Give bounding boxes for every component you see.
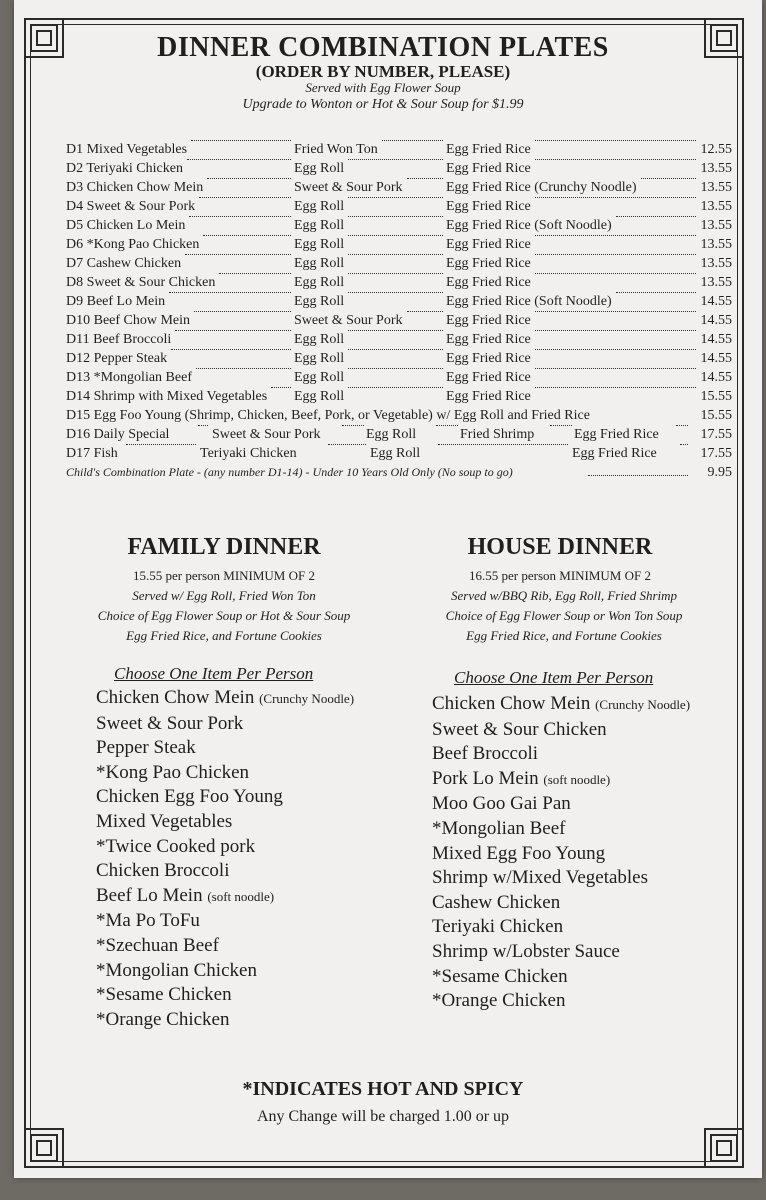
- family-item-note: (soft noodle): [207, 888, 275, 904]
- family-item-name: *Twice Cooked pork: [96, 835, 256, 857]
- combo-price: 13.55: [700, 218, 732, 233]
- combo-side: Egg Roll: [294, 351, 345, 366]
- family-item-name: *Ma Po ToFu: [96, 910, 200, 932]
- house-menu-item: [432, 767, 690, 793]
- family-item-note: (Crunchy Noodle): [259, 691, 355, 706]
- family-item-name: *Kong Pao Chicken: [96, 761, 250, 783]
- combo-side: Sweet & Sour Pork: [294, 313, 403, 328]
- combo-row: [66, 254, 732, 273]
- combo-row-d16: [66, 425, 732, 444]
- combo-side: Egg Roll: [294, 294, 345, 309]
- house-menu-item: [432, 817, 690, 842]
- family-menu-item: [96, 934, 354, 959]
- combo-rice: Egg Fried Rice: [446, 161, 531, 176]
- combo-rice: Egg Fried Rice (Soft Noodle): [446, 218, 612, 233]
- leader-dots: [348, 254, 443, 255]
- leader-dots: [348, 349, 443, 350]
- house-item-name: Moo Goo Gai Pan: [432, 793, 571, 815]
- house-item-name: Beef Broccoli: [432, 743, 539, 765]
- leader-dots: [535, 368, 696, 369]
- leader-dots: [535, 311, 696, 312]
- combo-name: D9 Beef Lo Mein: [66, 294, 166, 309]
- family-choose-heading: Choose One Item Per Person: [114, 664, 314, 683]
- leader-dots: [348, 330, 443, 331]
- house-choose-heading: Choose One Item Per Person: [454, 668, 654, 687]
- family-info-3: Egg Fried Rice, and Fortune Cookies: [126, 628, 322, 643]
- family-menu-item: [96, 959, 354, 984]
- family-menu-item: [96, 810, 354, 835]
- combo-d16-b: Egg Roll: [366, 427, 417, 442]
- combo-d16-d: Egg Fried Rice: [574, 427, 659, 442]
- leader-dots: [348, 197, 443, 198]
- combo-row-d17: [66, 444, 732, 463]
- combo-name: D14 Shrimp with Mixed Vegetables: [66, 389, 268, 404]
- menu-title: DINNER COMBINATION PLATES: [157, 32, 609, 63]
- combo-price: 13.55: [700, 275, 732, 290]
- combo-price: 15.55: [700, 389, 732, 404]
- leader-dots: [348, 368, 443, 369]
- combo-price: 13.55: [700, 237, 732, 252]
- leader-dots: [348, 216, 443, 217]
- leader-dots: [535, 235, 696, 236]
- house-item-name: Teriyaki Chicken: [432, 916, 564, 938]
- house-item-note: (Crunchy Noodle): [595, 697, 691, 712]
- combo-rice: Egg Fried Rice: [446, 275, 531, 290]
- family-menu-item: [96, 686, 354, 712]
- house-item-name: *Sesame Chicken: [432, 965, 568, 987]
- combo-row: [66, 140, 732, 159]
- family-info-1: Served w/ Egg Roll, Fried Won Ton: [132, 588, 316, 603]
- combo-rice: Egg Fried Rice: [446, 351, 531, 366]
- combo-name: D5 Chicken Lo Mein: [66, 218, 186, 233]
- house-item-name: Shrimp w/Mixed Vegetables: [432, 867, 649, 889]
- family-item-name: *Mongolian Chicken: [96, 959, 257, 981]
- leader-dots: [348, 159, 443, 160]
- combo-name: D13 *Mongolian Beef: [66, 370, 192, 385]
- combo-price: 14.55: [700, 332, 732, 347]
- combo-rice: Egg Fried Rice: [446, 237, 531, 252]
- combo-side: Egg Roll: [294, 389, 345, 404]
- leader-dots: [271, 387, 291, 388]
- combo-d16-c: Fried Shrimp: [460, 427, 535, 442]
- combo-rice: Egg Fried Rice (Crunchy Noodle): [446, 180, 637, 195]
- leader-dots: [194, 311, 291, 312]
- child-plate-text: Child's Combination Plate - (any number D1-14) - Under 10 Years Old Only (No soup to go): [66, 465, 513, 479]
- corner-ornament-bottom-left: [24, 1128, 64, 1168]
- combo-side: Egg Roll: [294, 332, 345, 347]
- house-item-name: Mixed Egg Foo Young: [432, 842, 606, 864]
- combo-price: 14.55: [700, 351, 732, 366]
- house-menu-item: [432, 891, 690, 916]
- leader-dots: [207, 178, 291, 179]
- combo-name: D1 Mixed Vegetables: [66, 142, 188, 157]
- family-dinner-title: FAMILY DINNER: [127, 534, 321, 560]
- combo-side: Egg Roll: [294, 161, 345, 176]
- combo-d17-c: Egg Fried Rice: [572, 446, 657, 461]
- family-item-name: *Szechuan Beef: [96, 934, 219, 956]
- house-item-name: Shrimp w/Lobster Sauce: [432, 940, 620, 962]
- house-menu-item: [432, 915, 690, 940]
- combo-price: 13.55: [700, 199, 732, 214]
- house-menu-item: [432, 718, 690, 743]
- family-info-2: Choice of Egg Flower Soup or Hot & Sour Soup: [97, 608, 351, 623]
- leader-dots: [169, 292, 291, 293]
- house-item-name: *Mongolian Beef: [432, 817, 566, 839]
- combo-side: Egg Roll: [294, 199, 345, 214]
- house-menu-item: [432, 842, 690, 867]
- combo-rice: Egg Fried Rice: [446, 370, 531, 385]
- leader-dots: [535, 273, 696, 274]
- leader-dots: [171, 349, 291, 350]
- family-item-name: *Orange Chicken: [96, 1008, 230, 1030]
- leader-dots: [199, 197, 291, 198]
- family-item-name: Beef Lo Mein: [96, 884, 203, 906]
- house-info-2: Choice of Egg Flower Soup or Won Ton Soup: [445, 608, 683, 623]
- combo-price: 14.55: [700, 370, 732, 385]
- combo-row: [66, 197, 732, 216]
- house-item-name: Chicken Chow Mein: [432, 693, 591, 714]
- combo-d17-b: Egg Roll: [370, 446, 421, 461]
- combo-side: Egg Roll: [294, 256, 345, 271]
- combo-side: Sweet & Sour Pork: [294, 180, 403, 195]
- combo-d16-a: Sweet & Sour Pork: [212, 427, 321, 442]
- family-item-name: Pepper Steak: [96, 737, 196, 759]
- combo-row: [66, 178, 732, 197]
- leader-dots: [191, 140, 291, 141]
- leader-dots: [407, 311, 443, 312]
- combo-rice: Egg Fried Rice (Soft Noodle): [446, 294, 612, 309]
- combo-rice: Egg Fried Rice: [446, 256, 531, 271]
- family-item-name: Sweet & Sour Pork: [96, 712, 244, 734]
- house-dinner-items: [432, 692, 690, 1014]
- family-item-name: Chicken Chow Mein: [96, 687, 255, 708]
- leader-dots: [348, 273, 443, 274]
- house-item-name: Cashew Chicken: [432, 891, 561, 913]
- child-plate-price: 9.95: [707, 465, 732, 480]
- spicy-indicator-note: *INDICATES HOT AND SPICY: [242, 1078, 524, 1100]
- family-menu-item: [96, 983, 354, 1008]
- change-charge-note: Any Change will be charged 1.00 or up: [256, 1108, 510, 1125]
- leader-dots: [407, 178, 443, 179]
- leader-dots: [187, 159, 291, 160]
- family-menu-item: [96, 835, 354, 860]
- combo-rice: Egg Fried Rice: [446, 142, 531, 157]
- upgrade-note: Upgrade to Wonton or Hot & Sour Soup for $1.99: [242, 97, 524, 112]
- house-dinner-info: [404, 586, 724, 646]
- family-menu-item: [96, 1008, 354, 1033]
- combo-row-child: [66, 463, 732, 482]
- combo-rice: Egg Fried Rice: [446, 199, 531, 214]
- house-item-name: *Orange Chicken: [432, 990, 566, 1012]
- combo-price: 12.55: [700, 142, 732, 157]
- combo-d17-a: Teriyaki Chicken: [200, 446, 297, 461]
- combo-name: D7 Cashew Chicken: [66, 256, 182, 271]
- combo-side: Egg Roll: [294, 237, 345, 252]
- soup-note: Served with Egg Flower Soup: [305, 80, 461, 95]
- family-dinner-items: [96, 686, 354, 1032]
- combo-row: [66, 330, 732, 349]
- combination-list: [66, 140, 732, 482]
- family-item-name: Chicken Broccoli: [96, 860, 230, 882]
- leader-dots: [616, 292, 696, 293]
- combo-price: 14.55: [700, 313, 732, 328]
- family-dinner-info: [64, 586, 384, 646]
- combo-d17-name: D17 Fish: [66, 446, 118, 461]
- combo-row: [66, 216, 732, 235]
- combo-d15-price: 15.55: [700, 408, 732, 423]
- leader-dots: [382, 140, 443, 141]
- family-menu-item: [96, 909, 354, 934]
- combo-row: [66, 235, 732, 254]
- leader-dots: [616, 216, 696, 217]
- combo-rice: Egg Fried Rice: [446, 389, 531, 404]
- leader-dots: [348, 235, 443, 236]
- combo-row: [66, 311, 732, 330]
- leader-dots: [535, 349, 696, 350]
- combo-rice: Egg Fried Rice: [446, 332, 531, 347]
- combo-side: Fried Won Ton: [294, 142, 378, 157]
- leader-dots: [641, 178, 696, 179]
- combo-name: D8 Sweet & Sour Chicken: [66, 275, 216, 290]
- family-item-name: Chicken Egg Foo Young: [96, 786, 283, 808]
- leader-dots: [185, 254, 291, 255]
- family-menu-item: [96, 761, 354, 786]
- family-dinner-price: 15.55 per person MINIMUM OF 2: [133, 568, 315, 583]
- leader-dots: [535, 197, 696, 198]
- family-menu-item: [96, 736, 354, 761]
- combo-side: Egg Roll: [294, 218, 345, 233]
- house-menu-item: [432, 989, 690, 1014]
- leader-dots: [348, 387, 443, 388]
- house-item-name: Pork Lo Mein: [432, 767, 539, 789]
- family-menu-item: [96, 859, 354, 884]
- house-menu-item: [432, 792, 690, 817]
- house-menu-item: [432, 940, 690, 965]
- leader-dots: [219, 273, 291, 274]
- family-item-name: *Sesame Chicken: [96, 984, 232, 1006]
- combo-d15-text: D15 Egg Foo Young (Shrimp, Chicken, Beef, Pork, or Vegetable) w/ Egg Roll and Fried Rice: [66, 408, 590, 423]
- combo-side: Egg Roll: [294, 370, 345, 385]
- house-info-1: Served w/BBQ Rib, Egg Roll, Fried Shrimp: [450, 588, 678, 603]
- combo-name: D2 Teriyaki Chicken: [66, 161, 183, 176]
- family-menu-item: [96, 785, 354, 810]
- menu-subtitle: (ORDER BY NUMBER, PLEASE): [255, 62, 511, 81]
- combo-name: D4 Sweet & Sour Pork: [66, 199, 196, 214]
- combo-name: D12 Pepper Steak: [66, 351, 168, 366]
- house-dinner-title: HOUSE DINNER: [467, 534, 653, 560]
- combo-d16-name: D16 Daily Special: [66, 427, 170, 442]
- combo-rice: Egg Fried Rice: [446, 313, 531, 328]
- house-item-note: (soft noodle): [543, 771, 611, 787]
- leader-dots: [535, 254, 696, 255]
- combo-price: 13.55: [700, 256, 732, 271]
- house-menu-item: [432, 692, 690, 718]
- family-menu-item: [96, 712, 354, 737]
- leader-dots: [175, 330, 291, 331]
- house-menu-item: [432, 965, 690, 990]
- family-menu-item: [96, 884, 354, 910]
- combo-row: [66, 387, 732, 406]
- combo-price: 13.55: [700, 180, 732, 195]
- leader-dots: [535, 387, 696, 388]
- corner-ornament-bottom-right: [704, 1128, 744, 1168]
- combo-name: D6 *Kong Pao Chicken: [66, 237, 200, 252]
- leader-dots: [535, 140, 696, 141]
- house-menu-item: [432, 866, 690, 891]
- house-dinner-price: 16.55 per person MINIMUM OF 2: [469, 568, 651, 583]
- combo-name: D11 Beef Broccoli: [66, 332, 172, 347]
- combo-row: [66, 159, 732, 178]
- house-item-name: Sweet & Sour Chicken: [432, 718, 607, 740]
- house-menu-item: [432, 742, 690, 767]
- leader-dots: [535, 159, 696, 160]
- combo-row: [66, 273, 732, 292]
- combo-price: 14.55: [700, 294, 732, 309]
- leader-dots: [196, 368, 291, 369]
- combo-row-d15: [66, 406, 732, 425]
- leader-dots: [189, 216, 291, 217]
- family-item-name: Mixed Vegetables: [96, 810, 233, 832]
- combo-price: 13.55: [700, 161, 732, 176]
- house-info-3: Egg Fried Rice, and Fortune Cookies: [466, 628, 662, 643]
- combo-d16-price: 17.55: [700, 427, 732, 442]
- combo-name: D10 Beef Chow Mein: [66, 313, 191, 328]
- leader-dots: [535, 330, 696, 331]
- combo-name: D3 Chicken Chow Mein: [66, 180, 204, 195]
- combo-side: Egg Roll: [294, 275, 345, 290]
- combo-row: [66, 349, 732, 368]
- leader-dots: [348, 292, 443, 293]
- leader-dots: [203, 235, 291, 236]
- combo-row: [66, 292, 732, 311]
- combo-d17-price: 17.55: [700, 446, 732, 461]
- combo-row: [66, 368, 732, 387]
